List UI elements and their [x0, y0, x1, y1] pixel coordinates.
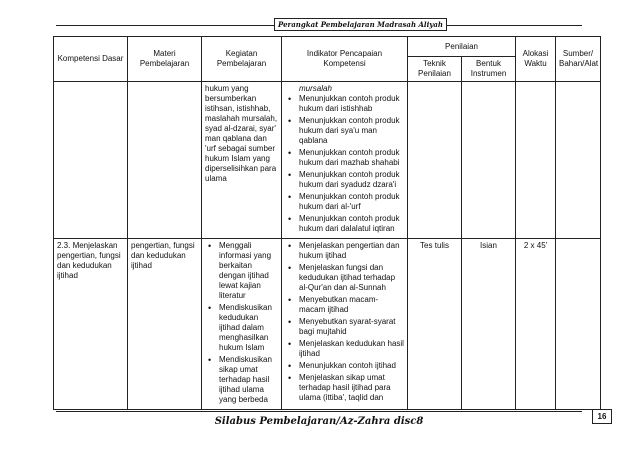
list-item: • Menjelaskan kedudukan hasil ijtihad — [299, 339, 404, 359]
list-item: • Menunjukkan contoh produk hukum dari mazhab shahabi — [299, 148, 404, 168]
row2-materi: pengertian, fungsi dan kedudukan ijtihad — [128, 239, 202, 410]
table-row — [54, 82, 601, 239]
row2-bentuk: Isian — [462, 239, 516, 410]
col-penilaian: Penilaian — [408, 37, 516, 57]
list-item: • Menunjukkan contoh ijtihad — [299, 361, 404, 371]
list-item: • Menunjukkan contoh produk hukum dari al-'urf — [299, 192, 404, 212]
col-kegiatan: Kegiatan Pembelajaran — [202, 37, 282, 82]
list-item: • Menjelaskan fungsi dan kedudukan ijtihad terhadap al-Qur'an dan al-Sunnah — [299, 263, 404, 293]
col-indikator: Indikator Pencapaian Kompetensi — [282, 37, 408, 82]
row2-alokasi: 2 x 45' — [516, 239, 556, 410]
col-materi: Materi Pembelajaran — [128, 37, 202, 82]
row1-indikator — [282, 82, 408, 239]
list-item: • Mendiskusikan kedudukan ijtihad dalam menghasilkan hukum Islam — [219, 303, 278, 353]
list-item: • Menjelaskan pengertian dan hukum ijtihad — [299, 241, 404, 261]
list-item: • Menyebutkan macam-macam ijtihad — [299, 295, 404, 315]
footer-title: Silabus Pembelajaran/Az-Zahra disc8 — [214, 416, 424, 427]
row2-indikator — [282, 239, 408, 410]
list-item: • Menunjukkan contoh produk hukum dari dalalatul iqtiran — [299, 214, 404, 234]
row2-teknik: Tes tulis — [408, 239, 462, 410]
list-item: • Menjelaskan sikap umat terhadap hasil ijtihad para ulama (ittiba', taqlid dan — [299, 373, 404, 403]
list-item: • Menunjukkan contoh produk hukum dari sya'u man qablana — [299, 116, 404, 146]
col-alokasi: Alokasi Waktu — [516, 37, 556, 82]
col-kompetensi-dasar: Kompetensi Dasar — [54, 37, 128, 82]
row1-kegiatan: hukum yang bersumberkan istihsan, istishhab, maslahah mursalah, syad al-dzarai, syar' man qablana dan 'urf sebagai sumber hukum Islam yang diperselisihkan para ulama — [202, 82, 282, 239]
col-teknik: Teknik Penilaian — [408, 57, 462, 82]
list-item: • Menggali informasi yang berkaitan dengan ijtihad lewat kajian literatur — [219, 241, 278, 301]
col-sumber: Sumber/ Bahan/Alat — [556, 37, 601, 82]
syllabus-table — [53, 36, 601, 410]
page-header — [56, 19, 582, 33]
list-item: • Mendiskusikan sikap umat terhadap hasil ijtihad ulama yang berbeda — [219, 355, 278, 405]
row2-kegiatan — [202, 239, 282, 410]
list-item: • Menunjukkan contoh produk hukum dari syadudz dzara'i — [299, 170, 404, 190]
list-item: • Menunjukkan contoh produk hukum dari istishhab — [299, 94, 404, 114]
list-item: • Menyebutkan syarat-syarat bagi mujtahid — [299, 317, 404, 337]
table-row — [54, 239, 601, 410]
page-number: 16 — [592, 409, 612, 424]
header-title: Perangkat Pembelajaran Madrasah Aliyah — [274, 18, 447, 31]
row1-indikator-top: mursalah — [299, 84, 332, 93]
col-bentuk: Bentuk Instrumen — [462, 57, 516, 82]
row2-kompetensi: 2.3. Menjelaskan pengertian, fungsi dan kedudukan ijtihad — [54, 239, 128, 410]
footer-rule — [56, 411, 582, 412]
